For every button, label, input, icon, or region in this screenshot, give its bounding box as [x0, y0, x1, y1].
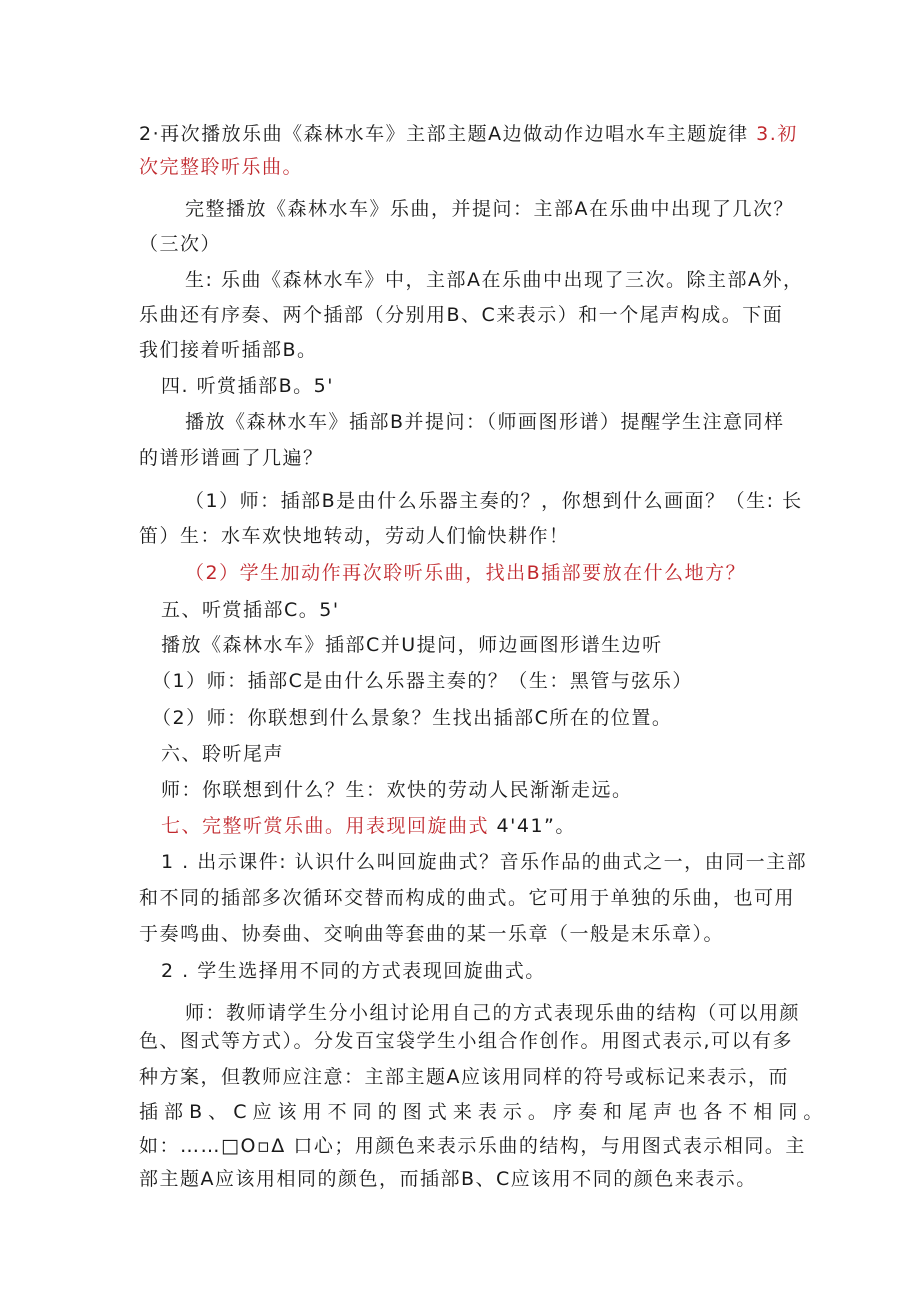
- text-line: 2 . 学生选择用不同的方式表现回旋曲式。: [161, 960, 546, 982]
- text-line: （1）师：插部C是由什么乐器主奏的？（生：黑管与弦乐）: [152, 670, 693, 692]
- text-line: 完整播放《森林水车》乐曲，并提问：主部A在乐曲中出现了几次？: [185, 198, 794, 220]
- text-line: 师：你联想到什么？生：欢快的劳动人民渐渐走远。: [161, 779, 633, 801]
- text-line: 色、图式等方式）。分发百宝袋学生小组合作创作。用图式表示,可以有多: [139, 1030, 794, 1052]
- text-line: 笛）生：水车欢快地转动，劳动人们愉快耕作！: [139, 525, 570, 547]
- section-heading: 五、听赏插部C。5': [161, 599, 340, 621]
- text-line: （2）学生加动作再次聆听乐曲，找出B插部要放在什么地方？: [185, 562, 747, 584]
- text-line: （1）师：插部B是由什么乐器主奏的？，你想到什么画面？（生: 长: [185, 490, 803, 512]
- text-line: 我们接着听插部B。: [139, 339, 318, 361]
- section-heading: 六、聆听尾声: [161, 743, 285, 765]
- text-line: 播放《森林水车》插部C并U提问，师边画图形谱生边听: [161, 634, 663, 656]
- text-line: 播放《森林水车》插部B并提问：（师画图形谱）提醒学生注意同样: [185, 411, 785, 433]
- text-line: （2）师：你联想到什么景象？生找出插部C所在的位置。: [152, 707, 673, 729]
- section-heading: 四. 听赏插部B。5': [161, 375, 334, 397]
- text-line: 1 . 出示课件: 认识什么叫回旋曲式？音乐作品的曲式之一，由同一主部: [161, 851, 808, 873]
- text-line: 的谱形谱画了几遍？: [139, 447, 324, 469]
- text-line: 种方案，但教师应注意：主部主题A应该用同样的符号或标记来表示，而: [139, 1066, 789, 1088]
- text-line: 插 部 B 、 C 应 该 用 不 同 的 图 式 来 表 示 。 序 奏 和 尾 声 也 各 不 相 同 。: [139, 1101, 823, 1123]
- text-line: 和不同的插部多次循环交替而构成的曲式。它可用于单独的乐曲，也可用: [139, 887, 796, 909]
- text-line: （三次）: [139, 233, 222, 255]
- text-line: 于奏鸣曲、协奏曲、交响曲等套曲的某一乐章（一般是末乐章）。: [139, 923, 725, 945]
- text-line: 如：……□O▫Δ 口心；用颜色来表示乐曲的结构，与用图式表示相同。主: [139, 1135, 806, 1157]
- text-line: 生: 乐曲《森林水车》中，主部A在乐曲中出现了三次。除主部A外，: [185, 269, 804, 291]
- section-heading: 七、完整听赏乐曲。用表现回旋曲式 4'41”。: [161, 815, 576, 837]
- text-line: 次完整聆听乐曲。: [139, 156, 304, 178]
- text-line: 部主题A应该用相同的颜色，而插部B、C应该用不同的颜色来表示。: [139, 1168, 757, 1190]
- text-line: 2·再次播放乐曲《森林水车》主部主题A边做动作边唱水车主题旋律 3.初: [139, 123, 798, 145]
- text-line: 乐曲还有序奏、两个插部（分别用B、C来表示）和一个尾声构成。下面: [139, 304, 784, 326]
- text-line: 师：教师请学生分小组讨论用自己的方式表现乐曲的结构（可以用颜: [185, 1002, 801, 1024]
